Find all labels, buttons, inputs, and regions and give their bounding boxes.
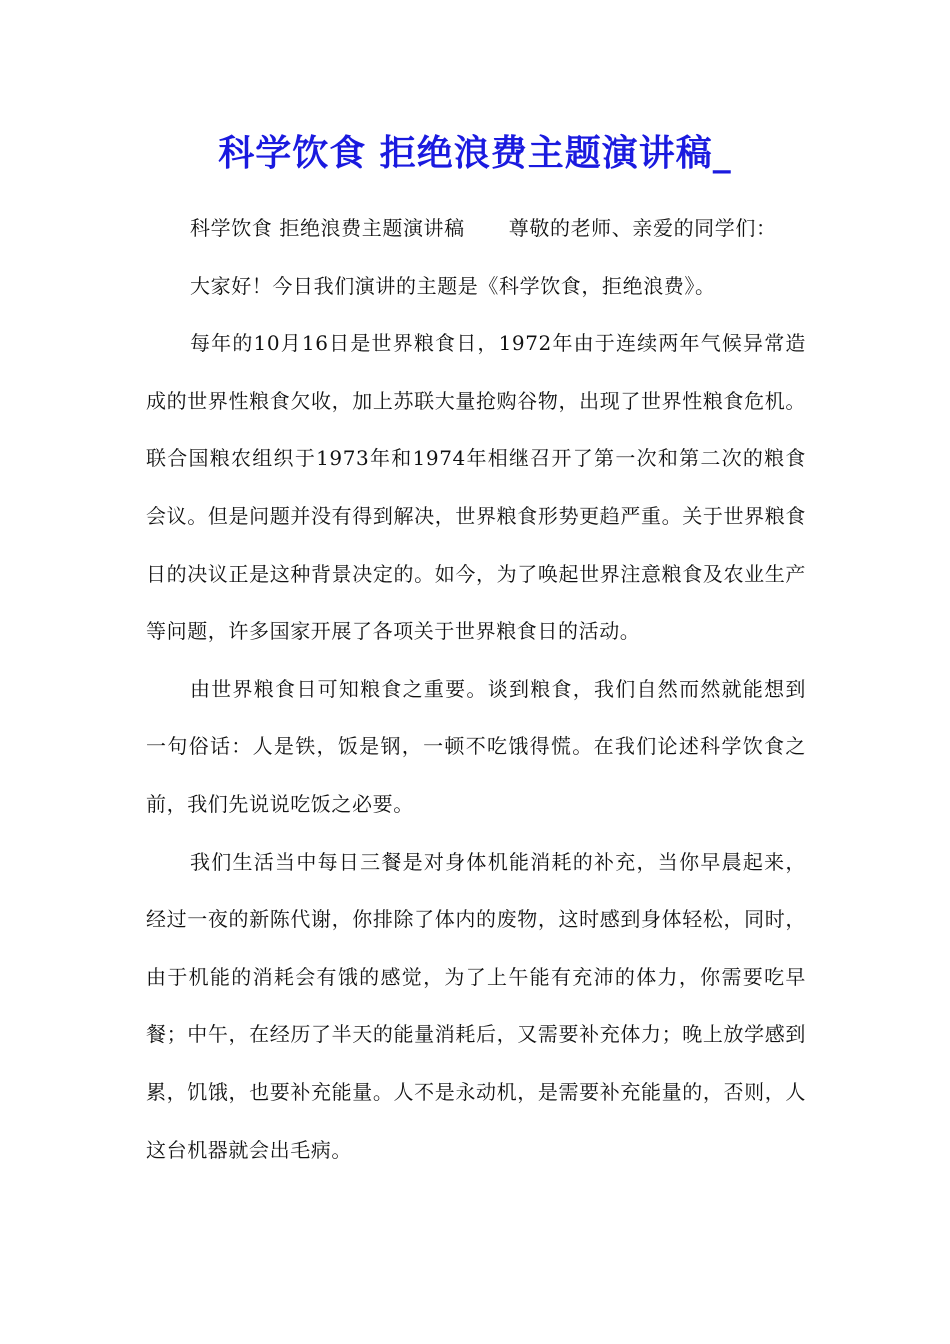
intro-salutation: 尊敬的老师、亲爱的同学们： bbox=[508, 216, 777, 240]
intro-line bbox=[146, 200, 806, 258]
paragraph-greeting: 大家好！今日我们演讲的主题是《科学饮食，拒绝浪费》。 bbox=[190, 273, 716, 298]
document-title: 科学饮食 拒绝浪费主题演讲稿_ bbox=[218, 133, 732, 174]
paragraph-importance-of-food: 由世界粮食日可知粮食之重要。谈到粮食，我们自然而然就能想到一句俗话：人是铁，饭是钢，一顿不吃饿得慌。在我们论述科学饮食之前，我们先说说吃饭之必要。 bbox=[146, 676, 806, 816]
document-body bbox=[146, 200, 806, 1179]
intro-topic: 科学饮食 拒绝浪费主题演讲稿 bbox=[190, 216, 465, 240]
paragraph-world-food-day: 每年的10月16日是世界粮食日，1972年由于连续两年气候异常造成的世界性粮食欠收，加上苏联大量抢购谷物，出现了世界性粮食危机。联合国粮农组织于1973年和1974年相继召开了第一次和第二次的粮食会议。但是问题并没有得到解决，世界粮食形势更趋严重。关于世界粮食日的决议正是这种背景决定的。如今，为了唤起世界注意粮食及农业生产等问题，许多国家开展了各项关于世界粮食日的活动。 bbox=[146, 331, 806, 644]
paragraph-three-meals: 我们生活当中每日三餐是对身体机能消耗的补充，当你早晨起来，经过一夜的新陈代谢，你排除了体内的废物，这时感到身体轻松，同时，由于机能的消耗会有饿的感觉，为了上午能有充沛的体力，你需要吃早餐；中午，在经历了半天的能量消耗后，又需要补充体力；晚上放学感到累，饥饿，也要补充能量。人不是永动机，是需要补充能量的，否则，人这台机器就会出毛病。 bbox=[146, 849, 806, 1162]
